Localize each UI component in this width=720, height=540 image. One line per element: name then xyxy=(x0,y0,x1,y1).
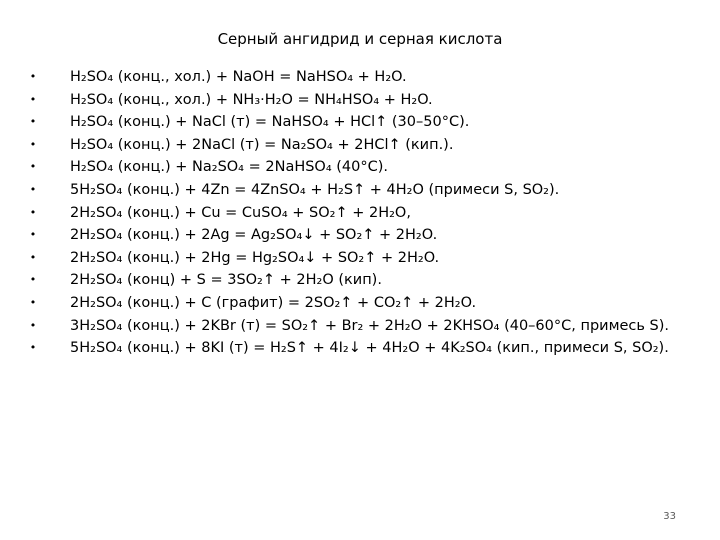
slide-title: Серный ангидрид и серная кислота xyxy=(217,30,503,48)
reaction-item xyxy=(28,269,688,292)
reaction-text: 2H₂SO₄ (конц.) + Cu = CuSO₄ + SO₂↑ + 2H₂O, xyxy=(70,204,411,221)
reaction-text: H₂SO₄ (конц., хол.) + NH₃·H₂O = NH₄HSO₄ + H₂O. xyxy=(70,91,433,108)
bullet-marker: • xyxy=(29,341,37,355)
reaction-item xyxy=(28,337,688,360)
bullet-marker: • xyxy=(29,70,37,83)
reaction-item xyxy=(28,292,688,315)
reaction-item xyxy=(28,202,688,225)
reaction-item xyxy=(28,66,688,89)
reaction-text: H₂SO₄ (конц.) + NaCl (т) = NaHSO₄ + HCl↑ (30–50°C). xyxy=(70,114,470,131)
reaction-text: H₂SO₄ (конц., хол.) + NaOH = NaHSO₄ + H₂O. xyxy=(70,69,407,85)
reaction-item xyxy=(28,89,688,112)
reaction-item xyxy=(28,179,688,202)
reaction-item xyxy=(28,134,688,157)
bullet-marker: • xyxy=(29,160,37,174)
bullet-marker: • xyxy=(29,92,37,106)
reaction-text: 2H₂SO₄ (конц.) + C (графит) = 2SO₂↑ + CO₂↑ + 2H₂O. xyxy=(70,294,477,311)
reaction-text: H₂SO₄ (конц.) + 2NaCl (т) = Na₂SO₄ + 2HCl↑ (кип.). xyxy=(70,136,454,153)
reaction-text: 2H₂SO₄ (конц.) + 2Ag = Ag₂SO₄↓ + SO₂↑ + 2H₂O. xyxy=(70,227,438,244)
bullet-marker: • xyxy=(29,295,37,309)
bullet-marker: • xyxy=(29,115,37,129)
reaction-item xyxy=(28,111,688,134)
bullet-marker: • xyxy=(29,273,37,287)
page-number: 33 xyxy=(663,511,676,522)
bullet-marker: • xyxy=(29,228,37,242)
reaction-text: 2H₂SO₄ (конц) + S = 3SO₂↑ + 2H₂O (кип). xyxy=(70,272,382,289)
bullet-marker: • xyxy=(29,205,37,219)
reaction-item xyxy=(28,247,688,270)
reaction-text: 5H₂SO₄ (конц.) + 4Zn = 4ZnSO₄ + H₂S↑ + 4H₂O (примеси S, SO₂). xyxy=(70,181,560,198)
reaction-item xyxy=(28,224,688,247)
reaction-text: 2H₂SO₄ (конц.) + 2Hg = Hg₂SO₄↓ + SO₂↑ + 2H₂O. xyxy=(70,249,440,266)
bullet-marker: • xyxy=(29,250,37,264)
reaction-text: 5H₂SO₄ (конц.) + 8KI (т) = H₂S↑ + 4I₂↓ + 4H₂O + 4K₂SO₄ (кип., примеси S, SO₂). xyxy=(70,340,669,357)
bullet-marker: • xyxy=(29,318,37,332)
reaction-text: H₂SO₄ (конц.) + Na₂SO₄ = 2NaHSO₄ (40°C). xyxy=(70,159,389,176)
reaction-text: 3H₂SO₄ (конц.) + 2KBr (т) = SO₂↑ + Br₂ + 2H₂O + 2KHSO₄ (40–60°C, примесь S). xyxy=(70,317,670,334)
reaction-item xyxy=(28,315,688,338)
bullet-marker: • xyxy=(29,182,37,196)
reaction-item xyxy=(28,156,688,179)
bullet-marker: • xyxy=(29,137,37,151)
reaction-list xyxy=(28,66,688,360)
